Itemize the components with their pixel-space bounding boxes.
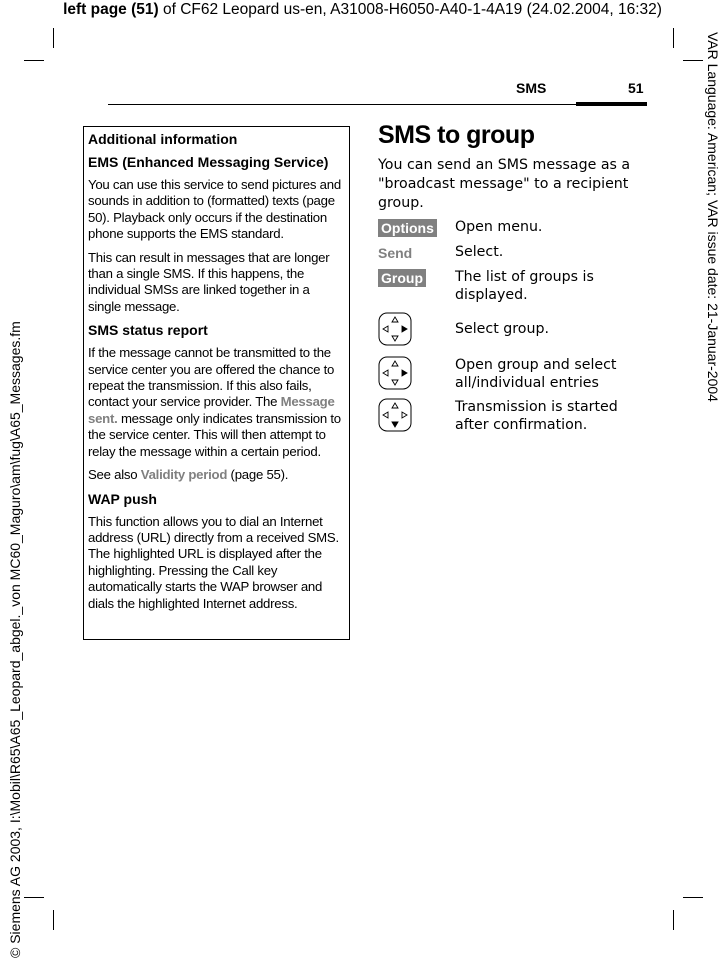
language-info: VAR Language: American; VAR issue date: 21-Januar-2004: [705, 32, 721, 402]
document-header: [0, 0, 725, 20]
crop-mark: [53, 910, 54, 930]
navigation-key-icon: [378, 356, 412, 390]
send-menu-item: Send: [378, 245, 413, 261]
crop-mark: [683, 897, 703, 898]
document-info: of CF62 Leopard us-en, A31008-H6050-A40-1-4A19 (24.02.2004, 16:32): [158, 1, 662, 18]
crop-mark: [24, 60, 44, 61]
info-box-title: Additional information: [88, 131, 238, 147]
step-group: [378, 268, 648, 303]
step-description: Open group and select all/individual entries: [455, 357, 617, 391]
status-report-heading: SMS status report: [88, 322, 208, 339]
document-page-ref: left page (51): [63, 1, 159, 18]
step-description: Transmission is started after confirmation.: [455, 399, 618, 433]
intro-paragraph: You can send an SMS message as a "broadcast message" to a recipient group.: [378, 157, 631, 211]
step-options: [378, 218, 648, 237]
step-send: [378, 243, 648, 262]
copyright-footer: © Siemens AG 2003, I:\Mobil\R65\A65_Leopard_abgel._von MC60_Maguro\am\fug\A65_Messages.fm: [7, 321, 23, 958]
step-select-group: [378, 312, 648, 346]
page-number: 51: [628, 80, 644, 96]
section-label: SMS: [516, 80, 547, 96]
additional-info-box: [83, 126, 350, 640]
step-description: Select group.: [455, 321, 549, 337]
status-report-paragraph: [88, 345, 345, 460]
validity-reference: [88, 467, 345, 483]
wap-push-heading: WAP push: [88, 490, 157, 507]
crop-mark: [53, 28, 54, 48]
paragraph-text: If the message cannot be transmitted to the service center you are offered the chance to repeat the transmission. If this also fails, contact your service provider. The: [88, 345, 335, 410]
step-description: The list of groups is displayed.: [455, 269, 594, 303]
crop-mark: [673, 910, 674, 930]
step-open-group: [378, 356, 648, 390]
crop-mark: [673, 28, 674, 48]
validity-period-term: Validity period: [140, 467, 228, 483]
paragraph-text: message only indicates transmission to the service center. This will then attempt to relay the message within a certain period.: [88, 410, 341, 459]
step-description: Open menu.: [455, 219, 543, 235]
step-transmission: [378, 398, 648, 432]
header-rule-accent: [576, 102, 647, 106]
options-softkey: Options: [378, 219, 437, 237]
paragraph-text: (page 55).: [227, 467, 289, 483]
ems-paragraph: This can result in messages that are longer than a single SMS. If this happens, the individual SMSs are linked together in a single message.: [88, 249, 330, 314]
header-rule: [108, 104, 647, 105]
navigation-key-icon: [378, 398, 412, 432]
ems-paragraph: You can use this service to send pictures and sounds in addition to (formatted) texts (page 50). Playback only occurs if the destination phone supports the EMS standard.: [88, 177, 341, 242]
step-description: Select.: [455, 244, 504, 260]
navigation-key-icon: [378, 312, 412, 346]
message-sent-term: Message sent.: [88, 394, 335, 426]
crop-mark: [24, 897, 44, 898]
section-title: SMS to group: [378, 121, 535, 149]
wap-push-paragraph: This function allows you to dial an Internet address (URL) directly from a received SMS. The highlighted URL is displayed after the highlighting. Pressing the Call key automatically starts the WAP browser and dials the highlighted Internet address.: [88, 513, 339, 611]
crop-mark: [683, 60, 703, 61]
paragraph-text: See also: [88, 467, 141, 483]
ems-heading: EMS (Enhanced Messaging Service): [88, 154, 329, 170]
group-softkey: Group: [378, 269, 426, 287]
